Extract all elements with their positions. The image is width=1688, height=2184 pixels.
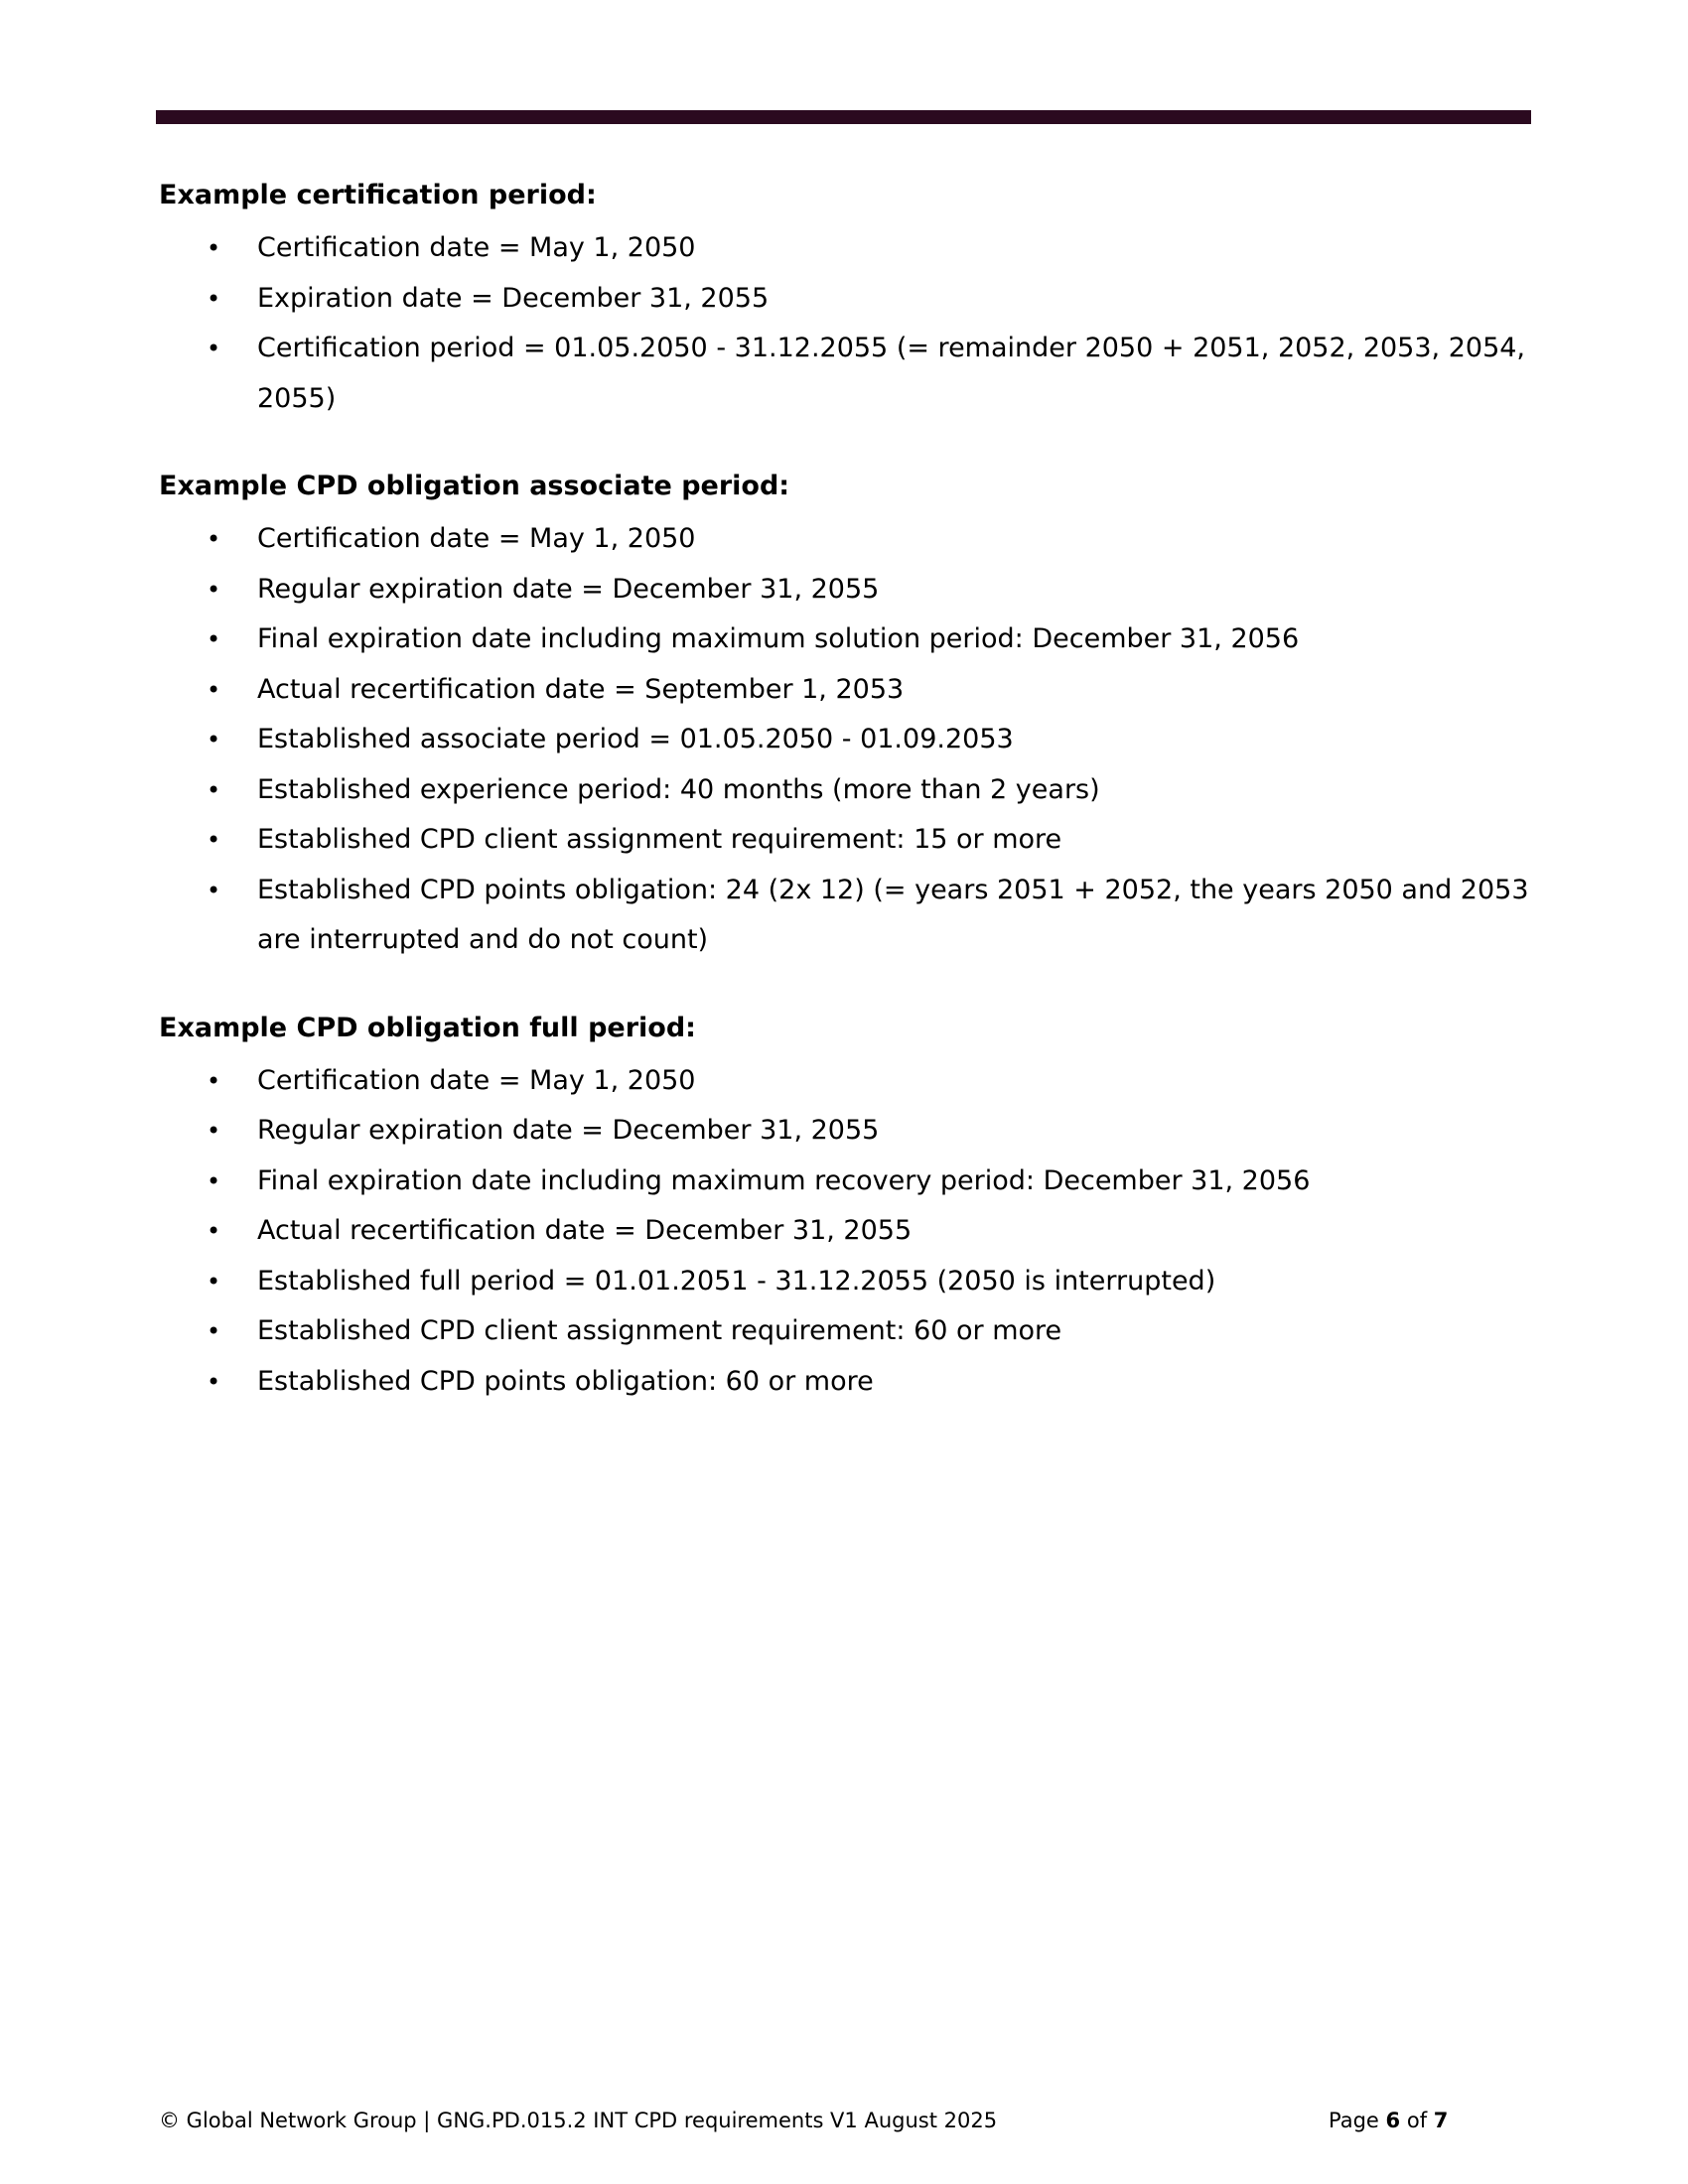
section-heading: Example certification period:	[159, 180, 597, 210]
list-item-text: Final expiration date including maximum solution period: December 31, 2056	[257, 623, 1300, 654]
bullet-icon: •	[207, 1317, 221, 1345]
page-number	[1329, 2107, 1448, 2134]
bullet-icon: •	[207, 525, 221, 553]
bullet-icon: •	[207, 1217, 221, 1245]
bullet-icon: •	[207, 675, 221, 704]
list-item-text: Certification date = May 1, 2050	[257, 523, 696, 554]
list-item	[159, 514, 1534, 565]
list-item	[159, 1206, 1534, 1257]
list-item	[159, 765, 1534, 816]
list-item-text: Established CPD client assignment requirement: 60 or more	[257, 1315, 1062, 1346]
bullet-icon: •	[207, 335, 221, 362]
bullet-list	[159, 1056, 1534, 1408]
bullet-icon: •	[207, 876, 221, 904]
list-item	[159, 815, 1534, 866]
list-item	[159, 614, 1534, 665]
list-item	[159, 866, 1534, 966]
list-item	[159, 1056, 1534, 1107]
list-item	[159, 1106, 1534, 1157]
list-item-text: Established associate period = 01.05.2050 - 01.09.2053	[257, 724, 1014, 754]
list-item	[159, 1357, 1534, 1408]
page-total: 7	[1433, 2109, 1449, 2132]
section-associate-period	[159, 466, 1534, 966]
section-full-period	[159, 1008, 1534, 1408]
list-item	[159, 274, 1534, 325]
list-item-text: Expiration date = December 31, 2055	[257, 282, 770, 314]
bullet-icon: •	[207, 826, 221, 854]
bullet-list	[159, 514, 1534, 966]
list-item	[159, 1157, 1534, 1207]
list-item-text: Established CPD points obligation: 60 or more	[257, 1365, 874, 1397]
list-item-text: Established CPD points obligation: 24 (2x 12) (= years 2051 + 2052, the years 2050 and 2053 are interrupted and do not count)	[257, 874, 1529, 955]
bullet-icon: •	[207, 1166, 221, 1195]
section-certification-period	[159, 175, 1534, 424]
footer-copyright: © Global Network Group | GNG.PD.015.2 INT CPD requirements V1 August 2025	[159, 2109, 998, 2132]
bullet-icon: •	[207, 234, 221, 262]
list-item-text: Actual recertification date = December 31, 2055	[257, 1215, 913, 1246]
list-item-text: Established full period = 01.01.2051 - 31.12.2055 (2050 is interrupted)	[257, 1265, 1216, 1297]
list-item-text: Certification period = 01.05.2050 - 31.12.2055 (= remainder 2050 + 2051, 2052, 2053, 2054, 2055)	[257, 333, 1526, 414]
document-body	[159, 175, 1534, 1448]
list-item	[159, 1306, 1534, 1357]
header-rule	[156, 110, 1531, 124]
bullet-icon: •	[207, 1066, 221, 1095]
bullet-icon: •	[207, 726, 221, 753]
list-item	[159, 1257, 1534, 1307]
list-item-text: Established CPD client assignment requirement: 15 or more	[257, 824, 1062, 855]
bullet-icon: •	[207, 284, 221, 313]
bullet-icon: •	[207, 575, 221, 604]
bullet-icon: •	[207, 625, 221, 653]
list-item-text: Regular expiration date = December 31, 2055	[257, 573, 880, 605]
list-item	[159, 665, 1534, 716]
bullet-icon: •	[207, 1367, 221, 1396]
list-item-text: Established experience period: 40 months (more than 2 years)	[257, 773, 1100, 805]
section-heading: Example CPD obligation full period:	[159, 1012, 696, 1043]
list-item-text: Final expiration date including maximum recovery period: December 31, 2056	[257, 1164, 1311, 1196]
list-item-text: Actual recertification date = September 1, 2053	[257, 673, 905, 705]
list-item-text: Certification date = May 1, 2050	[257, 232, 696, 263]
list-item	[159, 223, 1534, 274]
list-item-text: Regular expiration date = December 31, 2055	[257, 1115, 880, 1146]
bullet-icon: •	[207, 1267, 221, 1296]
list-item	[159, 565, 1534, 615]
page-of: of	[1406, 2109, 1428, 2132]
list-item	[159, 324, 1534, 424]
list-item	[159, 715, 1534, 765]
list-item-text: Certification date = May 1, 2050	[257, 1064, 696, 1096]
bullet-icon: •	[207, 775, 221, 804]
bullet-list	[159, 223, 1534, 424]
page-label: Page	[1329, 2109, 1379, 2132]
section-heading: Example CPD obligation associate period:	[159, 471, 790, 501]
page-current: 6	[1385, 2109, 1401, 2132]
bullet-icon: •	[207, 1117, 221, 1145]
